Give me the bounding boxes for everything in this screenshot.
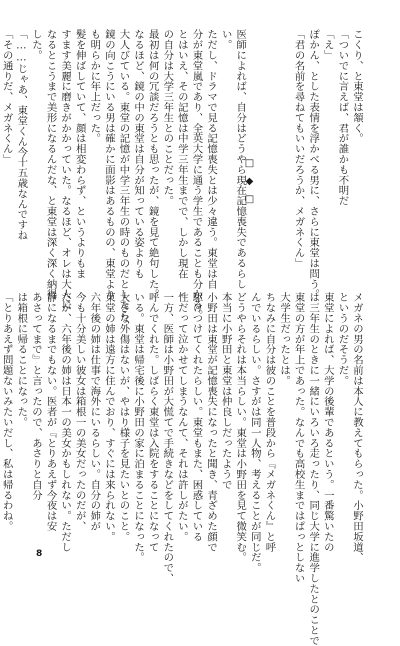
text-line: 大きな外傷はないが、やはり様子を見たいとのこと。 bbox=[117, 292, 130, 542]
text-line: 「ついでに言えば、君が誰かも不明だ bbox=[336, 29, 349, 206]
text-line: 性だって泣かせてしまうなんて、それは許しがたい。 bbox=[175, 292, 188, 542]
text-line: すます美麗に磨きがかかっていた。なるほど、オレは大人に bbox=[59, 29, 72, 310]
text-line: あさってまで』と言ったので、あさりと自分 bbox=[29, 292, 42, 500]
text-line: なるとこうまで美形になるんだな、と東堂は深く深く納得 bbox=[44, 29, 57, 300]
text-line: 静になるまでもない。医者が『とりあえず今夜は安 bbox=[44, 292, 57, 532]
text-line: 髪を伸ばしていて、顔は相変わらず、というよりもま bbox=[73, 29, 86, 279]
text-line bbox=[262, 29, 277, 261]
text-line: んでいるらしい。さすがは同一人物、考えることが同じだ。 bbox=[248, 292, 261, 573]
text-line: だが、六年後の姉は日本一の美女かもしれない。ただし bbox=[59, 292, 72, 552]
text-line: とはいえ、その記憶は中学三年生までで、しかし現在 bbox=[175, 29, 188, 279]
text-line: 「……じゃあ、東堂くん今十五歳なんですね bbox=[15, 29, 28, 241]
text-line: 「とりあえず問題ないみたいだし、私は帰るわね。 bbox=[0, 292, 13, 532]
text-line: 分が東堂嵐であり、全英大学に通う学生であることも分かる。 bbox=[190, 29, 203, 321]
text-line: 「え」 bbox=[321, 29, 334, 61]
text-line: 小野田は東堂が記憶喪失になったと聞き、青ざめた顔で bbox=[205, 292, 218, 552]
text-line: 大人びている。東堂の記憶が中学三年生の時のものだとしたら、 bbox=[117, 29, 130, 331]
text-line: 今も十分美しい彼女は箱根一の美女だったのだが、 bbox=[73, 292, 86, 532]
text-line: は箱根に帰ることになった。 bbox=[15, 292, 28, 428]
upper-text-block bbox=[0, 29, 364, 331]
text-line: ちなみに自分は彼のことを普段から『メガネくん』と呼 bbox=[263, 292, 276, 552]
text-line: 東堂の姉は遠方に住んでおり、すぐには来られない。 bbox=[102, 292, 115, 542]
text-line: い。 bbox=[219, 29, 232, 50]
text-line: 呼んでくれた。しばらく東堂は入院をすることになって bbox=[146, 292, 159, 552]
text-line: 最初は何の冗談だろうとも思ったが、鏡を見て絶句した。 bbox=[146, 29, 159, 300]
text-line: なるほど、鏡の中の東堂は自分が知っている姿よりも bbox=[132, 29, 145, 279]
text-line: 「君の名前を尋ねてもいいだろうか、メガネくん」 bbox=[292, 29, 305, 269]
text-line: ただし、ドラマで見る記憶喪失とは少々違う。東堂は自 bbox=[205, 29, 218, 289]
page-number: 8 bbox=[36, 549, 43, 559]
text-line: 「その通りだ、メガネくん」 bbox=[0, 29, 13, 165]
text-line: 鏡の向こうにいる男は確かに面影はあるものの、東堂より bbox=[102, 29, 115, 300]
text-line: も明らかに年上だった。 bbox=[88, 29, 101, 144]
section-divider: □◆□ bbox=[244, 158, 255, 212]
text-line: 六年後の姉は仕事で海外にいるらしい。自分の姉が bbox=[88, 292, 101, 532]
text-line: 一方、医師は小野田が大慌てで手続きなどをしてくれたので、 bbox=[161, 292, 174, 584]
text-line: いる。東堂は帰宅後に小野田の家に泊まることになった。 bbox=[132, 292, 145, 563]
text-line: は三年生のときに一緒にいろいろ走ったり、同じ大学に進学したとのことで bbox=[307, 292, 320, 646]
text-line: 東堂の方が年上であった。なんでも高校生まではぱっとしない bbox=[292, 292, 305, 584]
text-line: した。 bbox=[29, 29, 42, 61]
text-line: こくり、と東堂は頷く。 bbox=[351, 29, 363, 144]
text-line: 本当に小野田と東堂は仲良しだったようで bbox=[219, 292, 232, 490]
lower-text-block bbox=[0, 292, 364, 646]
text-line: 医師によれば、自分はどうやら現在記憶喪失であるらし bbox=[234, 29, 247, 289]
text-line: 東堂によれば、大学の後輩であるという。一番驚いたの bbox=[321, 292, 334, 552]
text-line: メガネの男の名前は本人に教えてもらった。小野田坂道、 bbox=[351, 292, 363, 563]
text-line: 駆けつけてくれたらしい。東堂もまた、困惑している bbox=[190, 292, 203, 542]
text-line: の自分は大学三年生とのことだった。 bbox=[161, 29, 174, 206]
text-line: というのだそうだ。 bbox=[336, 292, 349, 386]
text-line bbox=[247, 29, 262, 261]
text-line bbox=[276, 29, 291, 261]
text-line: どうやらそれは本当らしい。東堂は小野田を見て微笑む。 bbox=[234, 292, 247, 563]
text-line: 大学生だったとは。 bbox=[278, 292, 291, 386]
text-line: ぽかん、とした表情を浮かべる男に、さらに東堂は問う。 bbox=[307, 29, 320, 300]
